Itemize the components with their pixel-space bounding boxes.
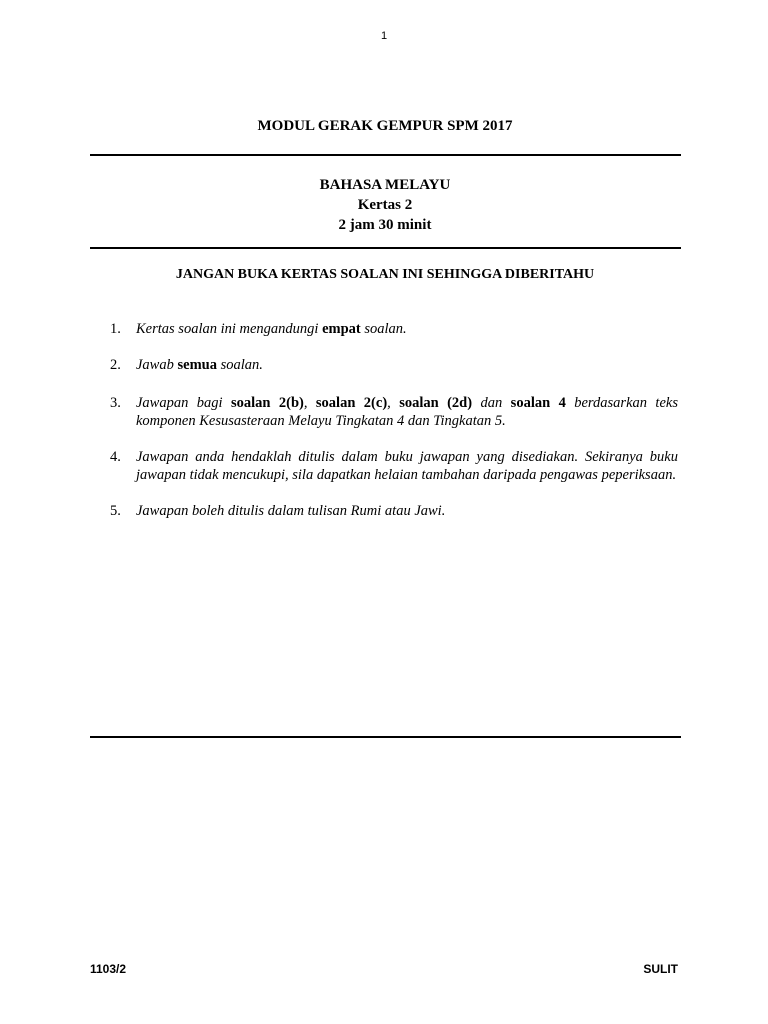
instruction-text: Kertas soalan ini mengandungi empat soalan.	[136, 321, 407, 337]
instruction-text: Jawapan boleh ditulis dalam tulisan Rumi atau Jawi.	[136, 503, 446, 519]
instruction-item	[110, 502, 678, 520]
subject-block	[0, 175, 768, 235]
paper-number: Kertas 2	[357, 197, 413, 213]
page-number: 1	[380, 30, 388, 42]
instruction-number: 2.	[110, 357, 121, 373]
instruction-number: 3.	[110, 395, 121, 411]
instruction-number: 1.	[110, 321, 121, 337]
instructions-list	[110, 320, 678, 538]
instruction-item	[110, 448, 678, 484]
instruction-item	[110, 320, 678, 338]
divider-top	[90, 154, 681, 156]
instruction-number: 4.	[110, 449, 121, 465]
classification-label: SULIT	[643, 962, 678, 976]
subject-name: BAHASA MELAYU	[319, 177, 451, 193]
instruction-text: Jawapan bagi soalan 2(b), soalan 2(c), soalan (2d) dan soalan 4 berdasarkan teks komponen Kesusasteraan Melayu Tingkatan 4 dan Tingkatan 5.	[136, 395, 678, 429]
instruction-item	[110, 394, 678, 430]
instruction-text: Jawab semua soalan.	[136, 357, 263, 373]
divider-bottom	[90, 736, 681, 738]
paper-code: 1103/2	[90, 962, 127, 976]
divider-middle	[90, 247, 681, 249]
instruction-text: Jawapan anda hendaklah ditulis dalam buku jawapan yang disediakan. Sekiranya buku jawapan tidak mencukupi, sila dapatkan helaian tambahan daripada pengawas peperiksaan.	[136, 449, 678, 483]
exam-duration: 2 jam 30 minit	[338, 217, 432, 233]
instruction-item	[110, 356, 678, 374]
instruction-number: 5.	[110, 503, 121, 519]
warning-notice: JANGAN BUKA KERTAS SOALAN INI SEHINGGA DIBERITAHU	[175, 267, 595, 282]
module-title: MODUL GERAK GEMPUR SPM 2017	[257, 118, 513, 134]
